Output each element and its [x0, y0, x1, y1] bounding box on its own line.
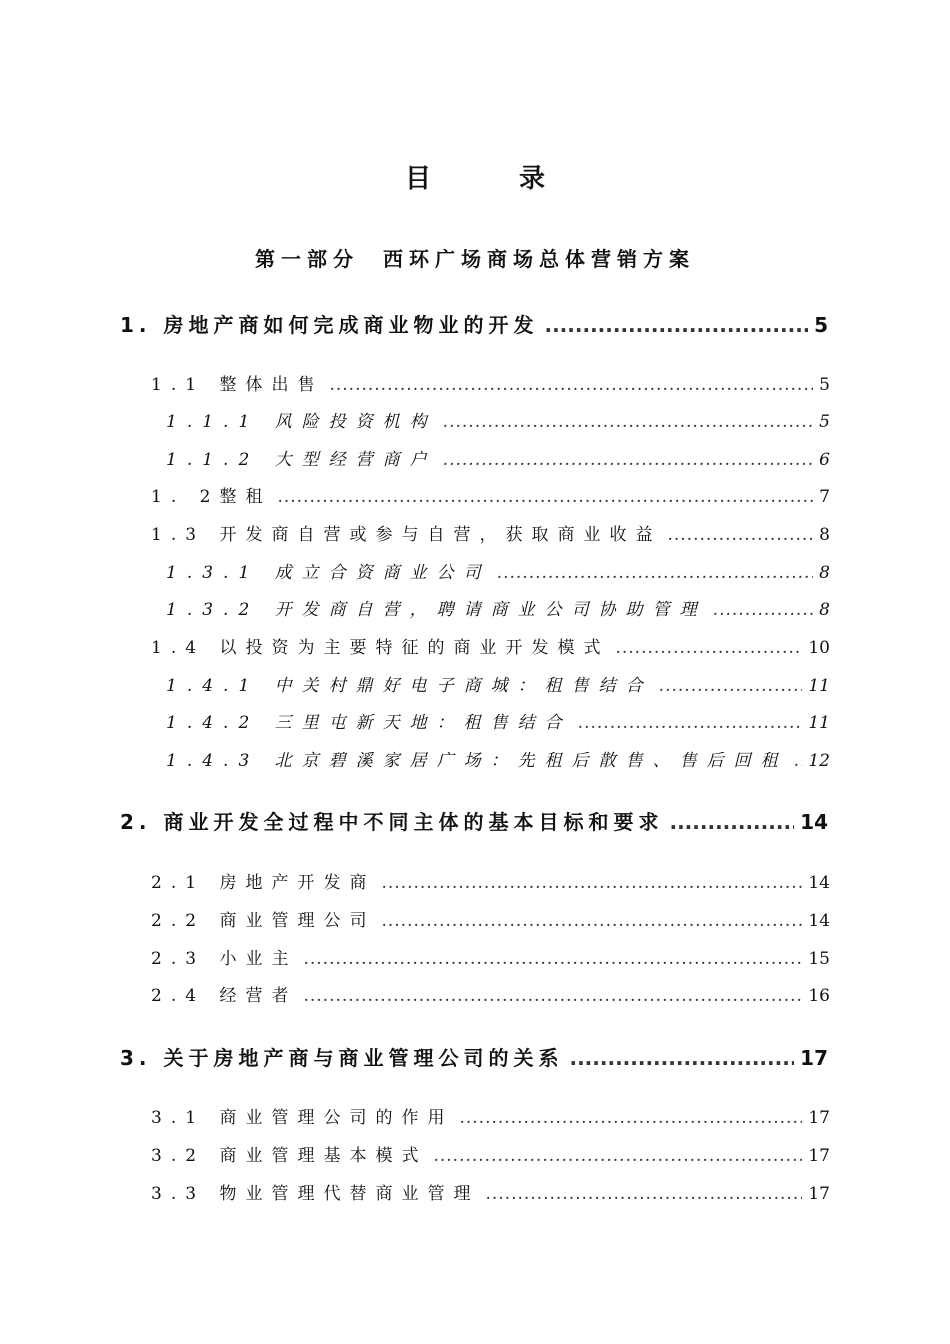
toc-entry-title: 1.4.1 中关村鼎好电子商城：租售结合	[166, 676, 653, 696]
toc-leader-dots	[303, 986, 802, 1006]
toc-entry[interactable]	[151, 868, 830, 893]
toc-page-number: 17	[808, 1146, 830, 1166]
toc-entry-title: 1.3.1 成立合资商业公司	[166, 563, 491, 583]
toc-leader-dots	[329, 375, 813, 395]
toc-page-number: 12	[808, 751, 830, 771]
toc-leader-dots	[615, 638, 802, 658]
toc-entry[interactable]	[166, 595, 830, 620]
toc-leader-dots	[303, 949, 802, 969]
toc-page-number: 8	[819, 600, 830, 620]
toc-entry-title: 1.3.2 开发商自营，聘请商业公司协助管理	[166, 600, 707, 620]
toc-leader-dots	[381, 911, 802, 931]
toc-page-number: 5	[819, 375, 830, 395]
toc-page-number: 17	[800, 1046, 828, 1070]
toc-page-number: 11	[808, 676, 830, 696]
toc-entry[interactable]	[151, 482, 830, 507]
toc-leader-dots	[569, 1046, 794, 1070]
toc-entry[interactable]	[151, 981, 830, 1006]
toc-entry-title: 1.1.1 风险投资机构	[166, 412, 437, 432]
toc-entry-title: 1.4.3 北京碧溪家居广场：先租后散售、售后回租	[166, 751, 788, 771]
toc-leader-dots	[277, 487, 813, 507]
toc-page-number: 17	[808, 1184, 830, 1204]
toc-entry[interactable]	[166, 746, 830, 771]
toc-entry[interactable]	[166, 708, 830, 733]
toc-entry[interactable]	[166, 558, 830, 583]
toc-leader-dots	[459, 1108, 802, 1128]
toc-entry[interactable]	[151, 906, 830, 931]
toc-entry-title: 1. 2整租	[151, 487, 272, 507]
toc-entry-title: 3.1 商业管理公司的作用	[151, 1108, 454, 1128]
toc-entry[interactable]	[120, 806, 828, 835]
toc-entry-title: 3.3 物业管理代替商业管理	[151, 1184, 480, 1204]
toc-leader-dots	[713, 600, 814, 620]
toc-entry[interactable]	[151, 370, 830, 395]
toc-page-number: 10	[808, 638, 830, 658]
toc-page-number: 11	[808, 713, 830, 733]
toc-entry[interactable]	[151, 944, 830, 969]
toc-leader-dots	[794, 751, 803, 771]
toc-entry-title: 2.2 商业管理公司	[151, 911, 376, 931]
toc-leader-dots	[497, 563, 814, 583]
toc-page-number: 6	[819, 450, 830, 470]
toc-entry[interactable]	[166, 671, 830, 696]
toc-entry-title: 2.3 小业主	[151, 949, 298, 969]
toc-page-number: 15	[808, 949, 830, 969]
toc-entry[interactable]	[151, 1103, 830, 1128]
toc-entry-title: 1.4.2 三里屯新天地：租售结合	[166, 713, 572, 733]
toc-leader-dots	[669, 810, 794, 834]
toc-page-number: 16	[808, 986, 830, 1006]
toc-entry-title: 2.4 经营者	[151, 986, 298, 1006]
toc-leader-dots	[667, 525, 813, 545]
toc-entry[interactable]	[151, 633, 830, 658]
toc-page-number: 5	[819, 412, 830, 432]
toc-entry-title: 1.1.2 大型经营商户	[166, 450, 437, 470]
toc-entry[interactable]	[151, 520, 830, 545]
toc-page-number: 5	[814, 313, 828, 337]
toc-entry-title: 2. 商业开发全过程中不同主体的基本目标和要求	[120, 810, 664, 834]
toc-page-number: 14	[800, 810, 828, 834]
toc-leader-dots	[443, 412, 814, 432]
toc-page-number: 8	[819, 563, 830, 583]
toc-page-number: 8	[819, 525, 830, 545]
toc-entry[interactable]	[166, 445, 830, 470]
toc-leader-dots	[443, 450, 814, 470]
part-name: 西环广场商场总体营销方案	[383, 247, 695, 271]
toc-entry[interactable]	[120, 309, 828, 338]
toc-leader-dots	[381, 873, 802, 893]
toc-leader-dots	[544, 313, 808, 337]
toc-leader-dots	[578, 713, 803, 733]
toc-leader-dots	[659, 676, 803, 696]
part-heading	[0, 243, 950, 272]
page-title: 目录	[404, 164, 633, 194]
toc-leader-dots	[433, 1146, 802, 1166]
toc-entry-title: 1.4 以投资为主要特征的商业开发模式	[151, 638, 610, 658]
toc-page-number: 14	[808, 873, 830, 893]
toc-page-number: 14	[808, 911, 830, 931]
toc-entry[interactable]	[166, 407, 830, 432]
toc-page-number: 17	[808, 1108, 830, 1128]
toc-entry-title: 2.1 房地产开发商	[151, 873, 376, 893]
toc-entry[interactable]	[151, 1141, 830, 1166]
toc-entry[interactable]	[120, 1042, 828, 1071]
toc-entry-title: 1. 房地产商如何完成商业物业的开发	[120, 313, 539, 337]
part-label: 第一部分	[255, 247, 359, 271]
toc-entry-title: 1.1 整体出售	[151, 375, 324, 395]
toc-entry-title: 3. 关于房地产商与商业管理公司的关系	[120, 1046, 564, 1070]
toc-entry-title: 3.2 商业管理基本模式	[151, 1146, 428, 1166]
toc-entry-title: 1.3 开发商自营或参与自营，获取商业收益	[151, 525, 662, 545]
toc-entry[interactable]	[151, 1179, 830, 1204]
toc-leader-dots	[485, 1184, 802, 1204]
toc-page-number: 7	[819, 487, 830, 507]
